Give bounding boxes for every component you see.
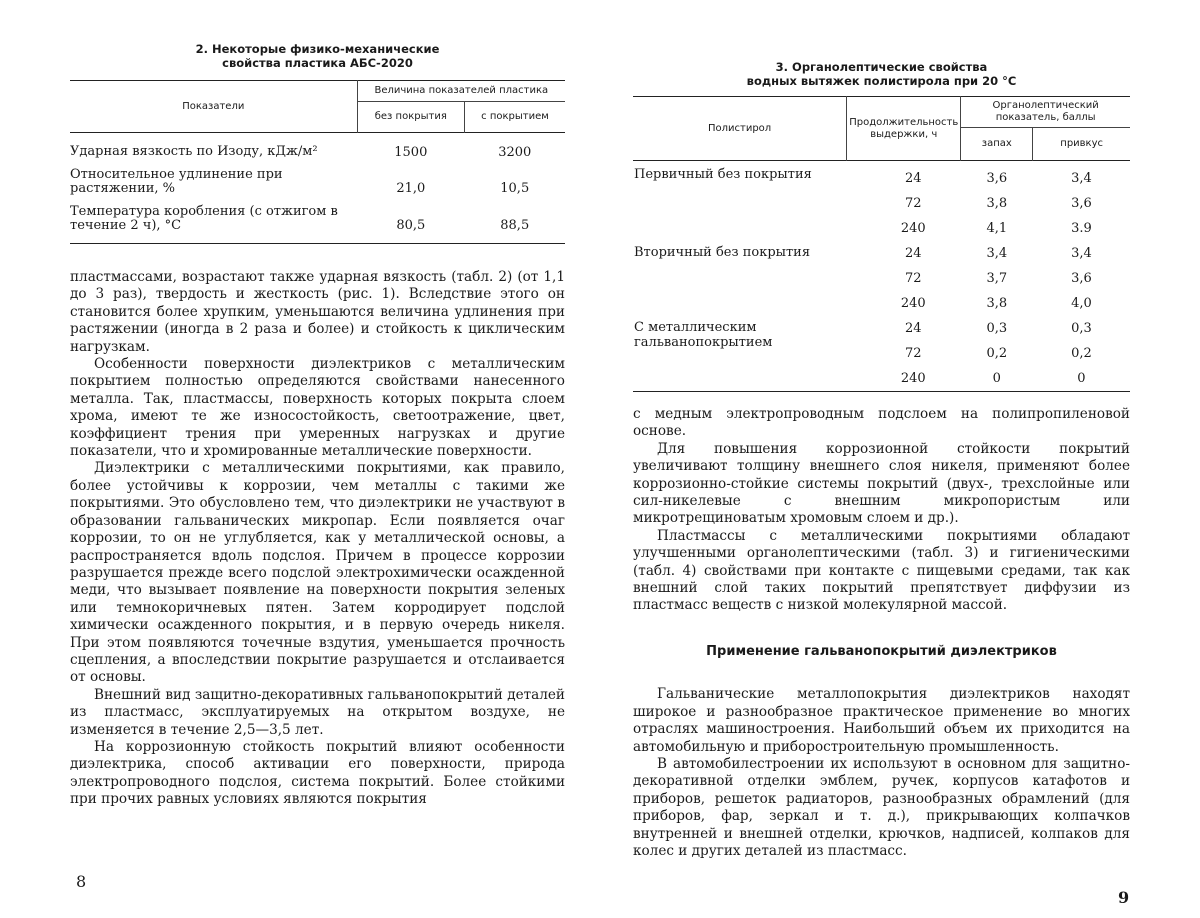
table3-group-name: Первичный без покрытия [634, 167, 812, 182]
table2-header-group: Величина показателей пластика [357, 81, 565, 102]
table3-smell: 3,7 [986, 271, 1008, 286]
table3-header-polymer: Полистирол [707, 122, 772, 134]
table3-header-smell: запах [961, 128, 1033, 161]
table3-duration: 72 [904, 346, 922, 361]
table3-smell: 0,3 [986, 321, 1008, 336]
paragraph: В автомобилестроении их используют в основном для защитно-декоративной отделки эмблем, ручек, корпусов катафотов и приборов, решеток радиаторов, разнообразных обрамлений (для приборов, фар, зеркал и т. д.), прикрывающих колпачков внутренней и внешней отделки, крючков, надписей, колпаков для колес и других деталей из пластмасс. [633, 755, 1130, 859]
table3-duration: 240 [900, 221, 926, 236]
table-row [633, 316, 1130, 341]
table3-smell: 0,2 [986, 346, 1008, 361]
page-left [70, 0, 565, 809]
table3-caption [633, 60, 1130, 88]
paragraph: Для повышения коррозионной стойкости покрытий увеличивают толщину внешнего слоя никеля, применяют более коррозионно-стойкие системы покрытий (двух-, трехслойные или сил-никелевые с внешним микропористым или микротрещиноватым хромовым слоем и др.). [633, 440, 1130, 527]
table2-value: 3200 [498, 145, 532, 160]
table3-header-duration: Продолжительность выдержки, ч [847, 97, 961, 161]
paragraph: с медным электропроводным подслоем на полипропиленовой основе. [633, 406, 1130, 440]
table3-duration: 24 [904, 171, 922, 186]
table-row [70, 164, 565, 201]
paragraph: пластмассами, возрастают также ударная вязкость (табл. 2) (от 1,1 до 3 раз), твердость и жесткость (рис. 1). Вследствие этого он становится более хрупким, уменьшаются величина удлинения при растяжении (иногда в 2 раза и более) и стойкость к циклическим нагрузкам. [70, 269, 565, 355]
table3-group-name: С металлическим гальванопокрытием [634, 320, 773, 350]
table3-duration: 24 [904, 321, 922, 336]
table3-taste: 3,6 [1071, 196, 1092, 211]
table2-value: 21,0 [396, 181, 426, 196]
table2-row-label: Относительное удлинение при растяжении, % [70, 167, 283, 196]
table3-taste: 0,2 [1071, 346, 1092, 361]
paragraph: Внешний вид защитно-декоративных гальванопокрытий деталей из пластмасс, эксплуатируемых на открытом воздухе, не изменяется в течение 2,5—3,5 лет. [70, 686, 565, 738]
table-row [633, 241, 1130, 266]
table3-taste: 3,4 [1071, 246, 1092, 261]
table3-taste: 3.9 [1071, 221, 1092, 236]
table2-row-label: Ударная вязкость по Изоду, кДж/м² [70, 144, 318, 159]
left-body-text [70, 269, 565, 809]
table3-duration: 72 [904, 271, 922, 286]
table3-caption-line2: водных вытяжек полистирола при 20 °С [746, 74, 1017, 88]
table2-value: 10,5 [500, 181, 530, 196]
page-number-left: 8 [76, 872, 87, 891]
table-row [633, 161, 1130, 192]
section-heading: Применение гальванопокрытий диэлектриков [706, 643, 1057, 659]
table3-taste: 3,6 [1071, 271, 1092, 286]
table3-duration: 24 [904, 246, 922, 261]
table2-header-param: Показатели [182, 100, 245, 112]
table3-smell: 3,8 [986, 296, 1008, 311]
table3-duration: 240 [900, 371, 926, 386]
table2 [70, 80, 565, 244]
paragraph: Особенности поверхности диэлектриков с металлическим покрытием полностью определяются свойствами нанесенного металла. Так, пластмассы, поверхность которых покрыта слоем хрома, имеют те же износостойкость, светоотражение, цвет, коэффициент трения при умеренных нагрузках и другие показатели, что и хромированные металлические поверхности. [70, 356, 565, 460]
table2-caption-line2: свойства пластика АБС-2020 [222, 56, 413, 70]
table2-caption [70, 42, 565, 70]
table2-value: 80,5 [396, 218, 426, 233]
table3-group-name: Вторичный без покрытия [634, 245, 811, 260]
table3-taste: 4,0 [1071, 296, 1092, 311]
table3-taste: 0,3 [1071, 321, 1092, 336]
table3-smell: 3,8 [986, 196, 1008, 211]
table3 [633, 96, 1130, 392]
paragraph: Гальванические металлопокрытия диэлектриков находят широкое и разнообразное практическое применение во многих отраслях машиностроения. Наибольший объем их приходится на автомобильную и приборостроительную промышленность. [633, 686, 1130, 755]
table2-caption-line1: 2. Некоторые физико-механические [195, 42, 440, 56]
table-row [70, 133, 565, 165]
table3-smell: 3,6 [986, 171, 1008, 186]
table-row [70, 201, 565, 244]
paragraph: Пластмассы с металлическими покрытиями обладают улучшенными органолептическими (табл. 3) и гигиеническими (табл. 4) свойствами при контакте с пищевыми средами, так как внешний слой таких покрытий препятствует диффузии из пластмасс веществ с низкой молекулярной массой. [633, 527, 1130, 614]
paragraph: Диэлектрики с металлическими покрытиями, как правило, более устойчивы к коррозии, чем металлы с такими же покрытиями. Это обусловлено тем, что диэлектрики не участвуют в образовании гальванических микропар. Если появляется очаг коррозии, то он не углубляется, как у металлической основы, а распространяется вдоль подслоя. Причем в процессе коррозии разрушается прежде всего подслой электрохимически осажденной меди, что вызывает появление на поверхности покрытия зеленых или темнокоричневых пятен. Затем корродирует подслой химически осажденного покрытия, и в первую очередь никеля. При этом появляются точечные вздутия, уменьшается прочность сцепления, а впоследствии покрытие разрушается и отслаивается от основы. [70, 460, 565, 686]
table3-taste: 3,4 [1071, 171, 1092, 186]
table2-value: 1500 [394, 145, 428, 160]
table3-header-group: Органолептический показатель, баллы [961, 97, 1130, 128]
table3-caption-line1: 3. Органолептические свойства [775, 60, 988, 74]
table3-duration: 240 [900, 296, 926, 311]
page-right [633, 0, 1130, 860]
table2-value: 88,5 [500, 218, 530, 233]
table3-smell: 0 [992, 371, 1001, 386]
table3-taste: 0 [1077, 371, 1086, 386]
right-body-text [633, 406, 1130, 860]
page-number-right: 9 [1118, 888, 1130, 907]
table3-header-taste: привкус [1033, 128, 1130, 161]
table2-header-with-coating: с покрытием [465, 102, 566, 133]
table3-smell: 3,4 [986, 246, 1008, 261]
table3-duration: 72 [904, 196, 922, 211]
table2-header-without-coating: без покрытия [357, 102, 464, 133]
paragraph: На коррозионную стойкость покрытий влияют особенности диэлектрика, способ активации его поверхности, природа электропроводного подслоя, система покрытий. Более стойкими при прочих равных условиях являются покрытия [70, 738, 565, 808]
table2-row-label: Температура коробления (с отжигом в течение 2 ч), °С [70, 204, 338, 233]
table3-smell: 4,1 [986, 221, 1008, 236]
